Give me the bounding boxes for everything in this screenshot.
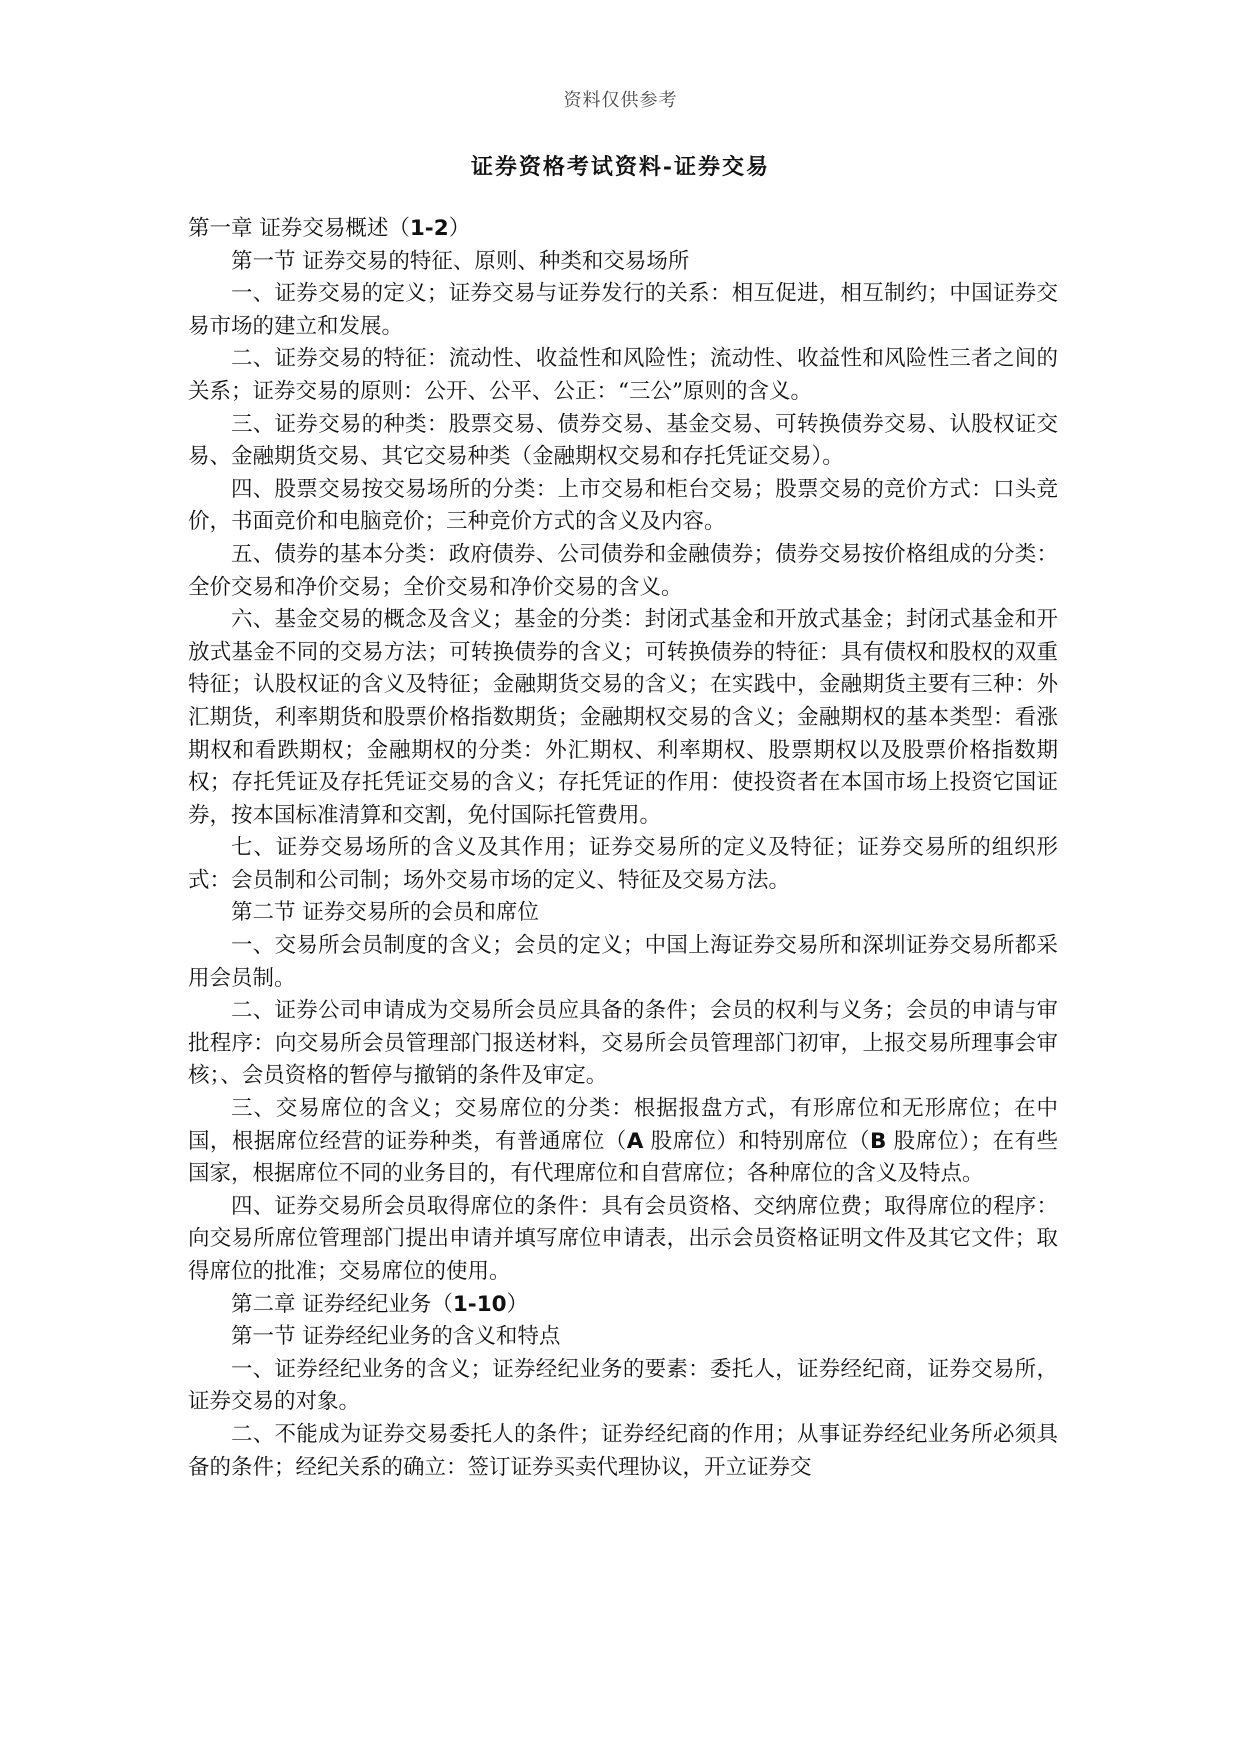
chapter-heading-text: 第二章 证券经纪业务（ <box>231 1291 453 1317</box>
paragraph: 一、交易所会员制度的含义；会员的定义；中国上海证券交易所和深圳证券交易所都采用会员制。 <box>188 933 1058 991</box>
page-header-note: 资料仅供参考 <box>563 90 678 111</box>
chapter-heading <box>188 1289 1058 1322</box>
chapter-heading-close: ） <box>506 1291 529 1317</box>
paragraph <box>188 1093 1058 1191</box>
paragraph: 六、基金交易的概念及含义；基金的分类：封闭式基金和开放式基金；封闭式基金和开放式基金不同的交易方法；可转换债券的含义；可转换债券的特征：具有债权和股权的双重特征；认股权证的含义及特征；金融期货交易的含义；在实践中，金融期货主要有三种：外汇期货，利率期货和股票价格指数期货；金融期权交易的含义；金融期权的基本类型：看涨期权和看跌期权；金融期权的分类：外汇期权、利率期权、股票期权以及股票价格指数期权；存托凭证及存托凭证交易的含义；存托凭证的作用：使投资者在本国市场上投资它国证券，按本国标准清算和交割，免付国际托管费用。 <box>188 607 1058 828</box>
share-class-label: B <box>870 1128 887 1154</box>
paragraph: 二、证券交易的特征：流动性、收益性和风险性；流动性、收益性和风险性三者之间的关系；证券交易的原则：公开、公平、公正：“三公”原则的含义。 <box>188 346 1058 404</box>
paragraph: 五、债券的基本分类：政府债券、公司债券和金融债券；债券交易按价格组成的分类：全价交易和净价交易；全价交易和净价交易的含义。 <box>188 541 1058 600</box>
chapter-range: 1-10 <box>452 1291 507 1317</box>
share-class-label: A <box>626 1128 644 1154</box>
paragraph: 三、证券交易的种类：股票交易、债券交易、基金交易、可转换债券交易、认股权证交易、金融期货交易、其它交易种类（金融期权交易和存托凭证交易）。 <box>188 411 1058 470</box>
paragraph: 四、证券交易所会员取得席位的条件：具有会员资格、交纳席位费；取得席位的程序：向交易所席位管理部门提出申请并填写席位申请表，出示会员资格证明文件及其它文件；取得席位的批准；交易席位的使用。 <box>188 1193 1058 1284</box>
chapter-range: 1-2 <box>409 216 449 241</box>
paragraph: 二、证券公司申请成为交易所会员应具备的条件；会员的权利与义务；会员的申请与审批程序：向交易所会员管理部门报送材料，交易所会员管理部门初审，上报交易所理事会审核；、会员资格的暂停与撤销的条件及审定。 <box>188 998 1058 1089</box>
paragraph: 七、证券交易场所的含义及其作用；证券交易所的定义及特征；证券交易所的组织形式：会员制和公司制；场外交易市场的定义、特征及交易方法。 <box>188 835 1058 893</box>
chapter-heading-close: ） <box>448 216 471 241</box>
paragraph-text: 股席位）和特别席位（ <box>643 1128 871 1154</box>
document-title: 证券资格考试资料-证券交易 <box>470 154 771 180</box>
paragraph: 一、证券交易的定义；证券交易与证券发行的关系：相互促进，相互制约；中国证券交易市场的建立和发展。 <box>188 281 1058 339</box>
paragraph-text: 三、交易席位的含义；交易席位的分类：根据报盘方式，有形席位和无形席位；在中国，根据席位经营的证券种类，有普通席位（ <box>188 1096 1058 1154</box>
document-body <box>188 213 1058 1484</box>
paragraph: 二、不能成为证券交易委托人的条件；证券经纪商的作用；从事证券经纪业务所必须具备的条件；经纪关系的确立：签订证券买卖代理协议，开立证券交 <box>188 1421 1058 1480</box>
chapter-heading <box>188 213 1058 246</box>
section-heading: 第一节 证券交易的特征、原则、种类和交易场所 <box>231 248 690 274</box>
paragraph: 四、股票交易按交易场所的分类：上市交易和柜台交易；股票交易的竞价方式：口头竞价，书面竞价和电脑竞价；三种竞价方式的含义及内容。 <box>188 476 1058 535</box>
section-heading: 第二节 证券交易所的会员和席位 <box>231 900 539 926</box>
paragraph: 一、证券经纪业务的含义；证券经纪业务的要素：委托人，证券经纪商，证券交易所，证券交易的对象。 <box>188 1356 1058 1415</box>
chapter-heading-text: 第一章 证券交易概述（ <box>188 216 410 241</box>
section-heading: 第一节 证券经纪业务的含义和特点 <box>231 1324 561 1350</box>
paragraph-text: 股席位）；在有些国家，根据席位不同的业务目的，有代理席位和自营席位；各种席位的含义及特点。 <box>188 1128 1058 1187</box>
